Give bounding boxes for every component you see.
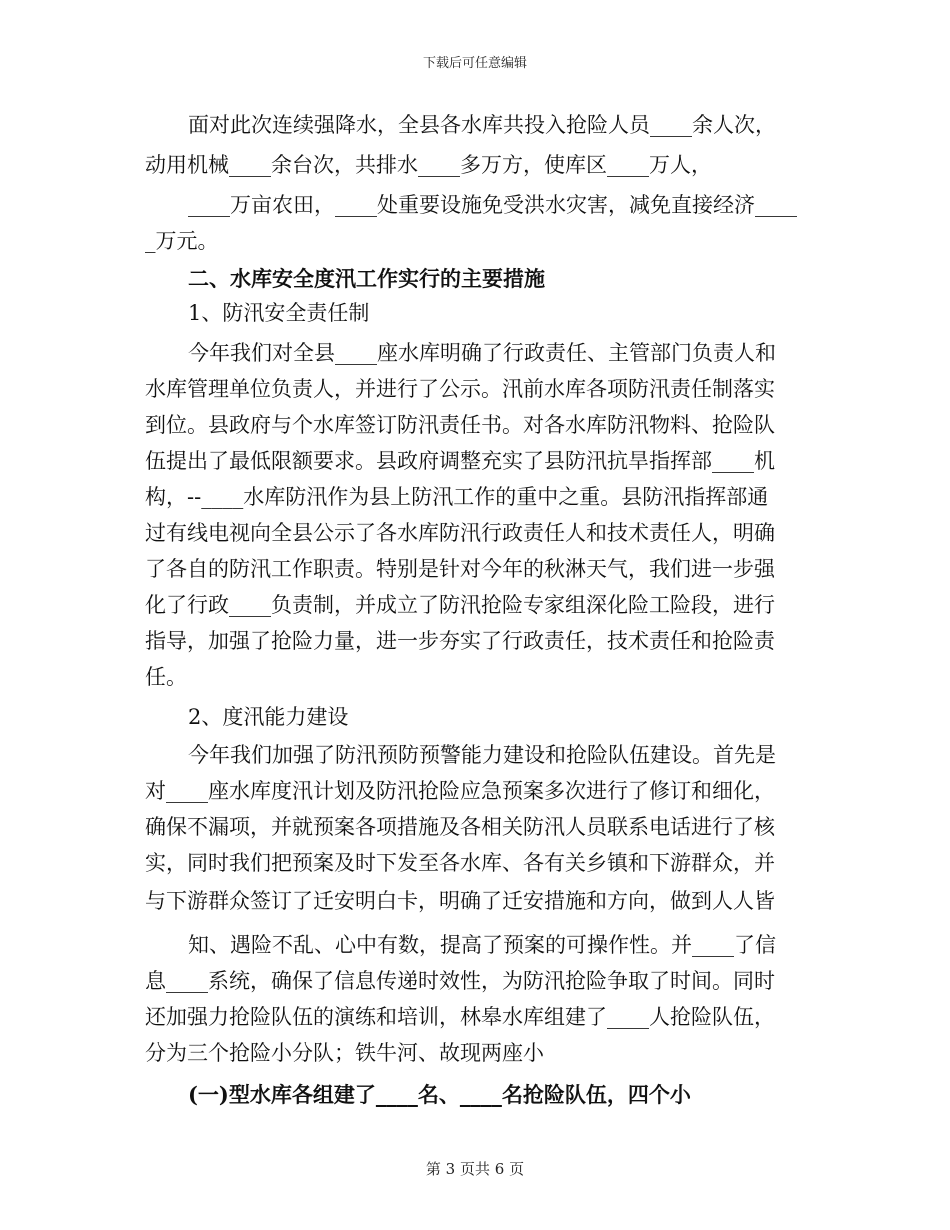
body-line-21: 实，同时我们把预案及时下发至各水库、各有关乡镇和下游群众，并: [145, 851, 775, 875]
page-header: 下载后可任意编辑: [422, 56, 527, 71]
body-line-8: 水库管理单位负责人，并进行了公示。汛前水库各项防汛责任制落实: [145, 377, 775, 401]
body-line-7: 今年我们对全县____座水库明确了行政责任、主管部门负责人和: [188, 341, 776, 365]
body-line-23: 知、遇险不乱、心中有数，提高了预案的可操作性。并____了信: [188, 933, 776, 957]
body-line-10: 伍提出了最低限额要求。县政府调整充实了县防汛抗旱指挥部____机: [145, 449, 775, 473]
body-line-22: 与下游群众签订了迁安明白卡，明确了迁安措施和方向，做到人人皆: [145, 889, 775, 913]
body-line-26: 分为三个抢险小分队；铁牛河、故现两座小: [145, 1041, 544, 1065]
subsection-heading-2: 2、度汛能力建设: [188, 705, 349, 729]
body-line-24: 息____系统，确保了信息传递时效性，为防汛抢险争取了时间。同时: [145, 969, 775, 993]
body-line-25: 还加强力抢险队伍的演练和培训，林皋水库组建了____人抢险队伍，: [145, 1005, 775, 1029]
body-line-3: ____万亩农田，____处重要设施免受洪水灾害，减免直接经济____: [188, 193, 797, 217]
body-line-19: 对____座水库度汛计划及防汛抢险应急预案多次进行了修订和细化，: [145, 779, 775, 803]
body-line-20: 确保不漏项，并就预案各项措施及各相关防汛人员联系电话进行了核: [145, 815, 775, 839]
body-line-18: 今年我们加强了防汛预防预警能力建设和抢险队伍建设。首先是: [188, 743, 776, 767]
body-line-9: 到位。县政府与个水库签订防汛责任书。对各水库防汛物料、抢险队: [145, 413, 775, 437]
page-footer: 第 3 页共 6 页: [425, 1160, 525, 1178]
body-line-15: 指导，加强了抢险力量，进一步夯实了行政责任，技术责任和抢险责: [145, 629, 775, 653]
body-line-12: 过有线电视向全县公示了各水库防汛行政责任人和技术责任人，明确: [145, 521, 775, 545]
body-line-13: 了各自的防汛工作职责。特别是针对今年的秋淋天气，我们进一步强: [145, 557, 775, 581]
section-heading: 二、水库安全度汛工作实行的主要措施: [188, 266, 545, 291]
body-line-2: 动用机械____余台次，共排水____多万方，使库区____万人，: [145, 153, 712, 177]
body-line-11: 构，--____水库防汛作为县上防汛工作的重中之重。县防汛指挥部通: [145, 485, 769, 509]
subsection-heading-1: 1、防汛安全责任制: [188, 301, 370, 325]
body-line-27: (一)型水库各组建了____名、____名抢险队伍，四个小: [188, 1082, 691, 1107]
body-line-4: _万元。: [145, 229, 219, 253]
body-line-1: 面对此次连续强降水，全县各水库共投入抢险人员____余人次，: [188, 113, 776, 137]
body-line-14: 化了行政____负责制，并成立了防汛抢险专家组深化险工险段，进行: [145, 593, 775, 617]
body-line-16: 任。: [145, 665, 187, 689]
